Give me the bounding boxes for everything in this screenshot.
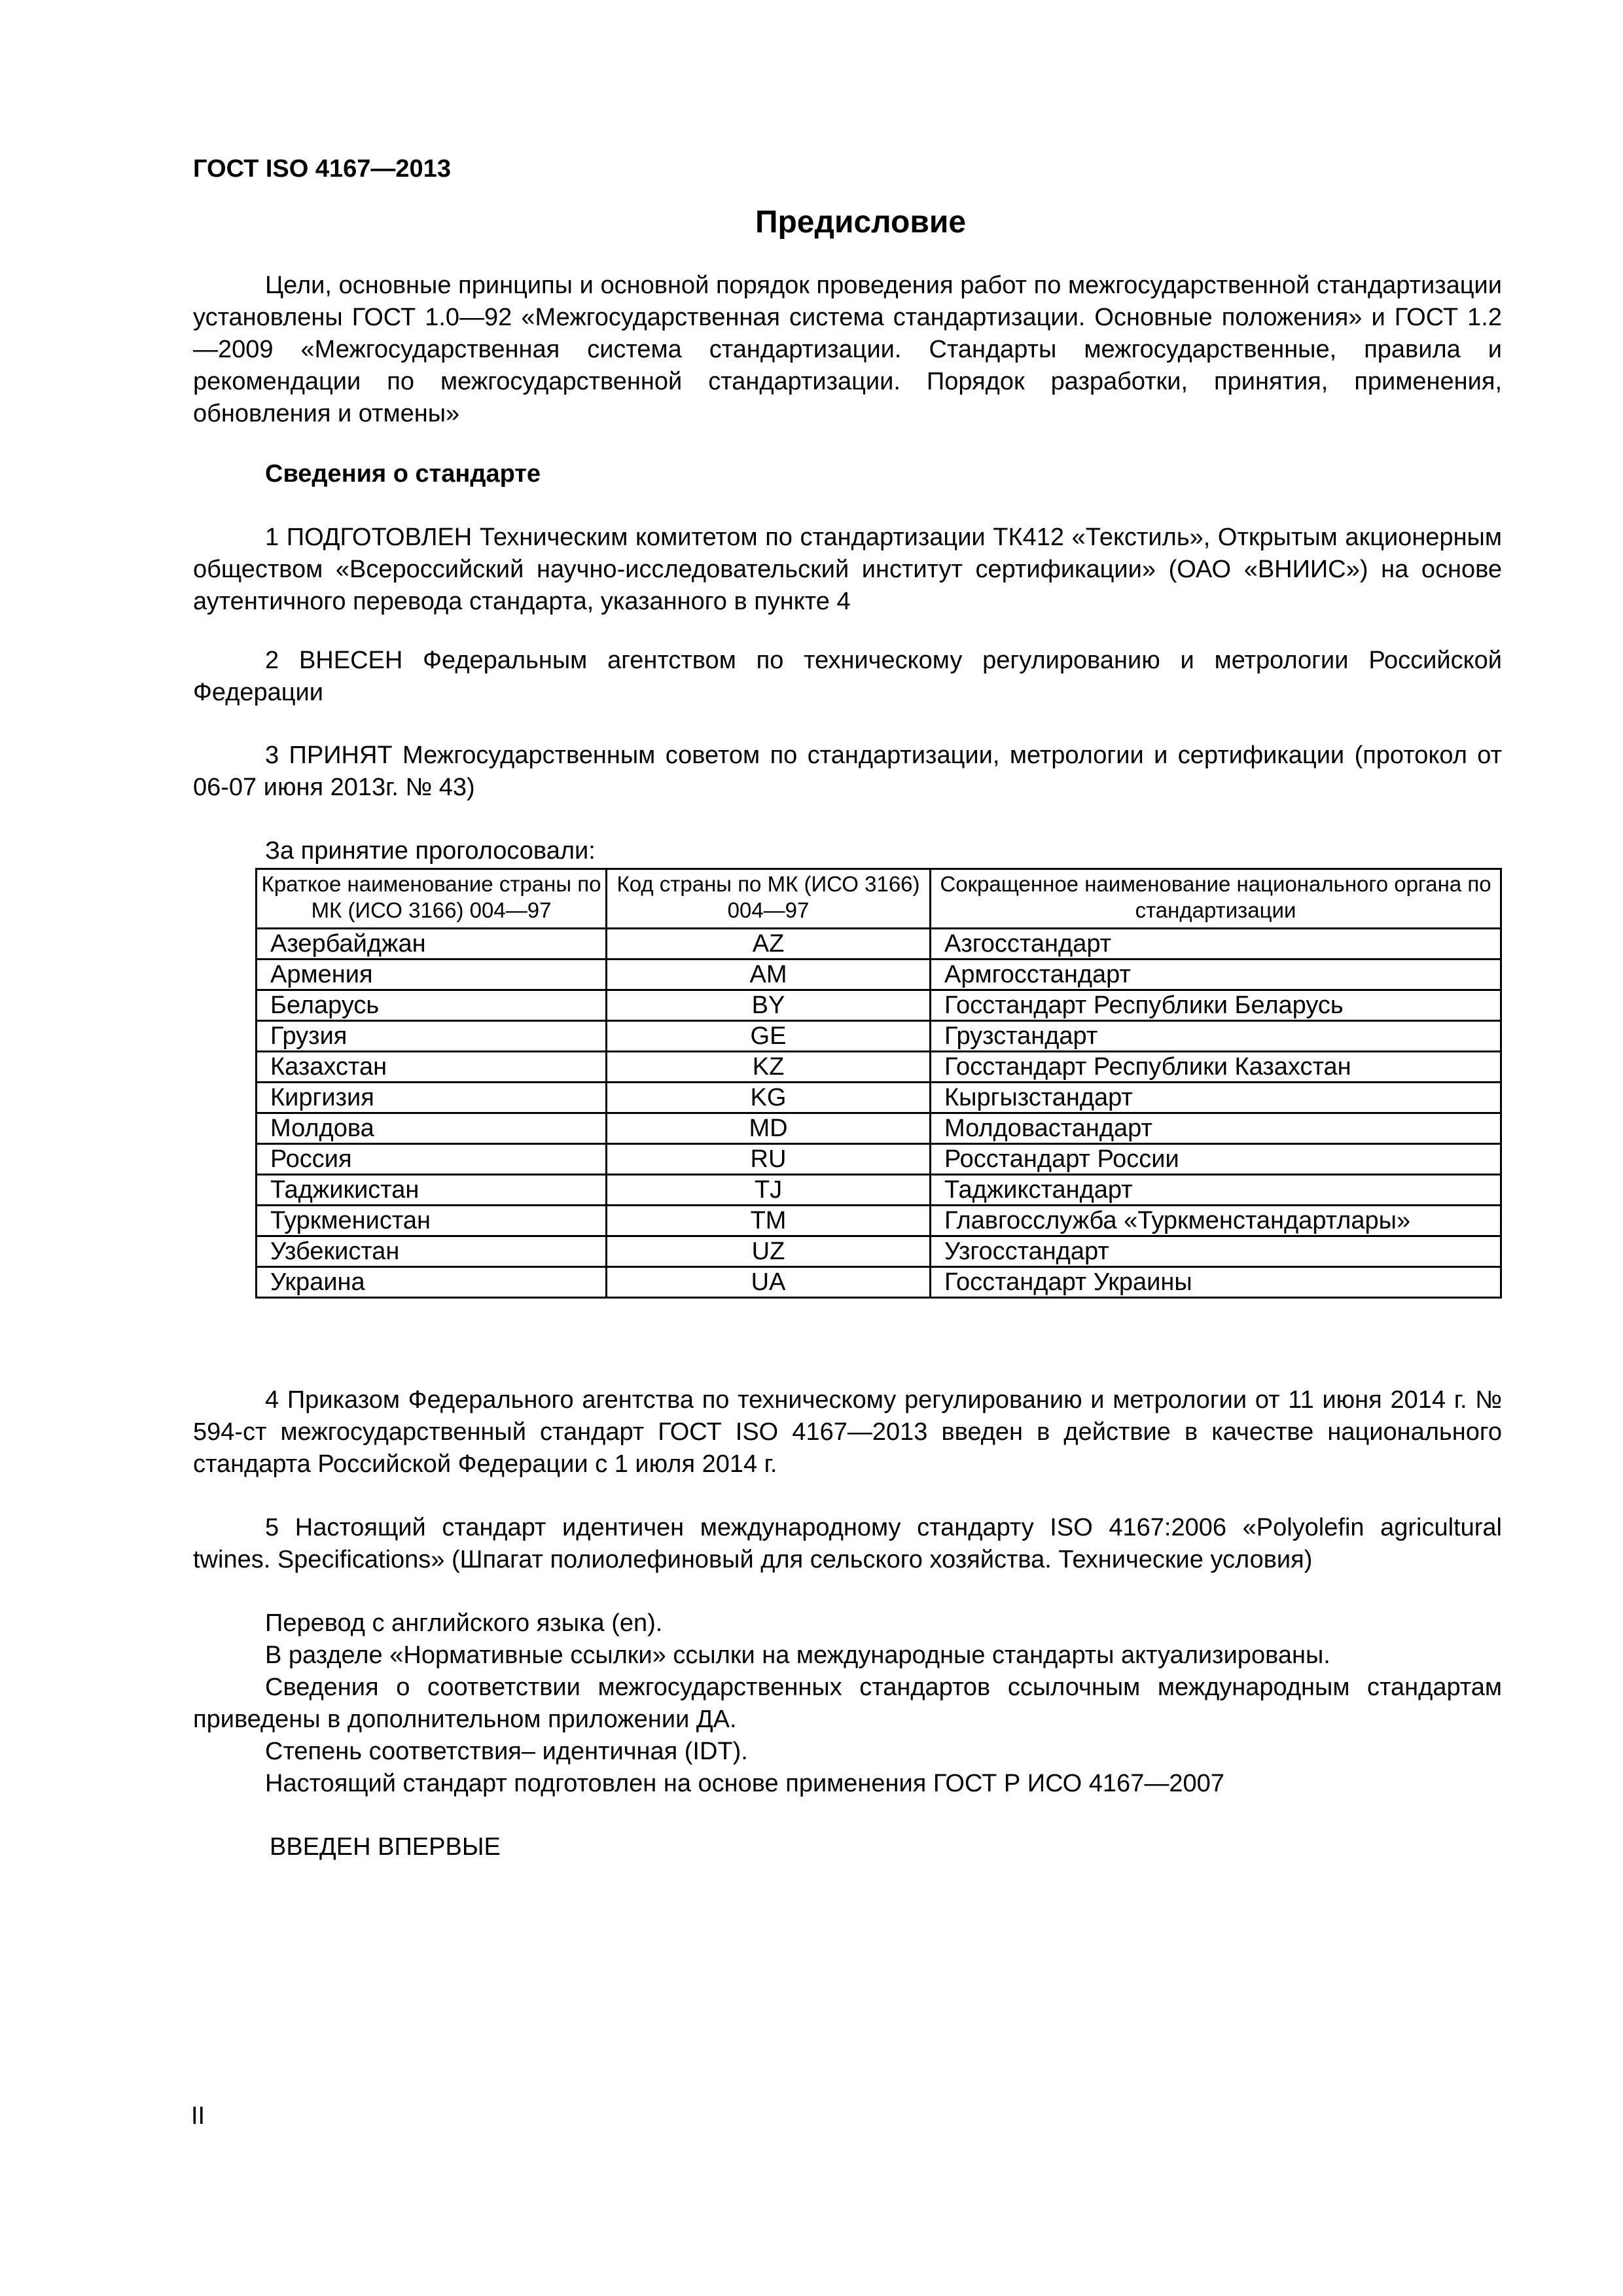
document-code: ГОСТ ISO 4167—2013 bbox=[193, 155, 451, 183]
body-cell: Госстандарт Республики Беларусь bbox=[931, 990, 1501, 1021]
code-cell: MD bbox=[607, 1113, 931, 1144]
references-note: В разделе «Нормативные ссылки» ссылки на международные стандарты актуализированы. bbox=[265, 1641, 1330, 1669]
item-3-paragraph: 3 ПРИНЯТ Межгосударственным советом по стандартизации, метрологии и сертификации (протокол от 06-07 июня 2013г. № 43) bbox=[193, 742, 1502, 801]
code-cell: TM bbox=[607, 1206, 931, 1236]
code-cell: UZ bbox=[607, 1236, 931, 1267]
table-row bbox=[257, 990, 1501, 1021]
section-heading: Сведения о стандарте bbox=[265, 460, 541, 488]
code-cell: KZ bbox=[607, 1052, 931, 1083]
country-cell: Украина bbox=[257, 1267, 607, 1298]
body-cell: Грузстандарт bbox=[931, 1021, 1501, 1052]
code-cell: RU bbox=[607, 1144, 931, 1175]
voting-table bbox=[255, 868, 1502, 1299]
correspondence-note: Сведения о соответствии межгосударственных стандартов ссылочным международным стандартам приведены в дополнительном приложении ДА. bbox=[193, 1674, 1502, 1733]
table-row bbox=[257, 929, 1501, 960]
code-cell: UA bbox=[607, 1267, 931, 1298]
country-cell: Туркменистан bbox=[257, 1206, 607, 1236]
country-cell: Узбекистан bbox=[257, 1236, 607, 1267]
header-standards-body: Сокращенное наименование национального органа по стандартизации bbox=[931, 869, 1501, 929]
table-row bbox=[257, 1052, 1501, 1083]
header-country-name: Краткое наименование страны по МК (ИСО 3166) 004—97 bbox=[257, 869, 607, 929]
body-cell: Росстандарт России bbox=[931, 1144, 1501, 1175]
code-cell: KG bbox=[607, 1083, 931, 1113]
table-row bbox=[257, 1083, 1501, 1113]
country-cell: Армения bbox=[257, 960, 607, 990]
code-cell: BY bbox=[607, 990, 931, 1021]
table-row bbox=[257, 1144, 1501, 1175]
country-cell: Азербайджан bbox=[257, 929, 607, 960]
table-row bbox=[257, 960, 1501, 990]
body-cell: Азгосстандарт bbox=[931, 929, 1501, 960]
body-cell: Узгосстандарт bbox=[931, 1236, 1501, 1267]
page-number: II bbox=[191, 2102, 205, 2130]
body-cell: Госстандарт Республики Казахстан bbox=[931, 1052, 1501, 1083]
country-cell: Беларусь bbox=[257, 990, 607, 1021]
country-cell: Молдова bbox=[257, 1113, 607, 1144]
country-cell: Грузия bbox=[257, 1021, 607, 1052]
header-country-code: Код страны по МК (ИСО 3166) 004—97 bbox=[607, 869, 931, 929]
page-title: Предисловие bbox=[755, 205, 967, 240]
body-cell: Таджикстандарт bbox=[931, 1175, 1501, 1206]
intro-paragraph: Цели, основные принципы и основной порядок проведения работ по межгосударственной стандартизации установлены ГОСТ 1.0—92 «Межгосударственная система стандартизации. Основные положения» и ГОСТ 1.2—2009 «Межгосударственная система стандартизации. Стандарты межгосударственные, правила и рекомендации по межгосударственной стандартизации. Порядок разработки, принятия, применения, обновления и отмены» bbox=[193, 272, 1502, 427]
first-time-note: ВВЕДЕН ВПЕРВЫЕ bbox=[270, 1833, 501, 1861]
code-cell: AM bbox=[607, 960, 931, 990]
table-header-row bbox=[257, 869, 1501, 929]
country-cell: Киргизия bbox=[257, 1083, 607, 1113]
item-5-paragraph: 5 Настоящий стандарт идентичен международному стандарту ISO 4167:2006 «Polyolefin agricultural twines. Specifications» (Шпагат полиолефиновый для сельского хозяйства. Технические условия) bbox=[193, 1514, 1502, 1573]
translation-note: Перевод с английского языка (en). bbox=[265, 1609, 663, 1637]
item-2-paragraph: 2 ВНЕСЕН Федеральным агентством по техническому регулированию и метрологии Российской Федерации bbox=[193, 647, 1502, 706]
table-row bbox=[257, 1206, 1501, 1236]
country-cell: Таджикистан bbox=[257, 1175, 607, 1206]
body-cell: Главгосслужба «Туркменстандартлары» bbox=[931, 1206, 1501, 1236]
body-cell: Молдовастандарт bbox=[931, 1113, 1501, 1144]
table-row bbox=[257, 1021, 1501, 1052]
table-row bbox=[257, 1236, 1501, 1267]
body-cell: Госстандарт Украины bbox=[931, 1267, 1501, 1298]
voting-label: За принятие проголосовали: bbox=[265, 837, 596, 865]
country-cell: Россия bbox=[257, 1144, 607, 1175]
table-row bbox=[257, 1267, 1501, 1298]
country-cell: Казахстан bbox=[257, 1052, 607, 1083]
item-4-paragraph: 4 Приказом Федерального агентства по техническому регулированию и метрологии от 11 июня 2014 г. № 594-ст межгосударственный стандарт ГОСТ ISO 4167—2013 введен в действие в качестве национального стандарта Российской Федерации с 1 июля 2014 г. bbox=[193, 1386, 1502, 1478]
prepared-note: Настоящий стандарт подготовлен на основе применения ГОСТ Р ИСО 4167—2007 bbox=[265, 1770, 1224, 1797]
degree-note: Степень соответствия– идентичная (IDT). bbox=[265, 1738, 748, 1765]
code-cell: GE bbox=[607, 1021, 931, 1052]
table-row bbox=[257, 1175, 1501, 1206]
item-1-paragraph: 1 ПОДГОТОВЛЕН Техническим комитетом по стандартизации ТК412 «Текстиль», Открытым акционерным обществом «Всероссийский научно-исследовательский институт сертификации» (ОАО «ВНИИС») на основе аутентичного перевода стандарта, указанного в пункте 4 bbox=[193, 524, 1502, 615]
table-body bbox=[257, 929, 1501, 1298]
body-cell: Армгосстандарт bbox=[931, 960, 1501, 990]
body-cell: Кыргызстандарт bbox=[931, 1083, 1501, 1113]
code-cell: AZ bbox=[607, 929, 931, 960]
table-row bbox=[257, 1113, 1501, 1144]
code-cell: TJ bbox=[607, 1175, 931, 1206]
